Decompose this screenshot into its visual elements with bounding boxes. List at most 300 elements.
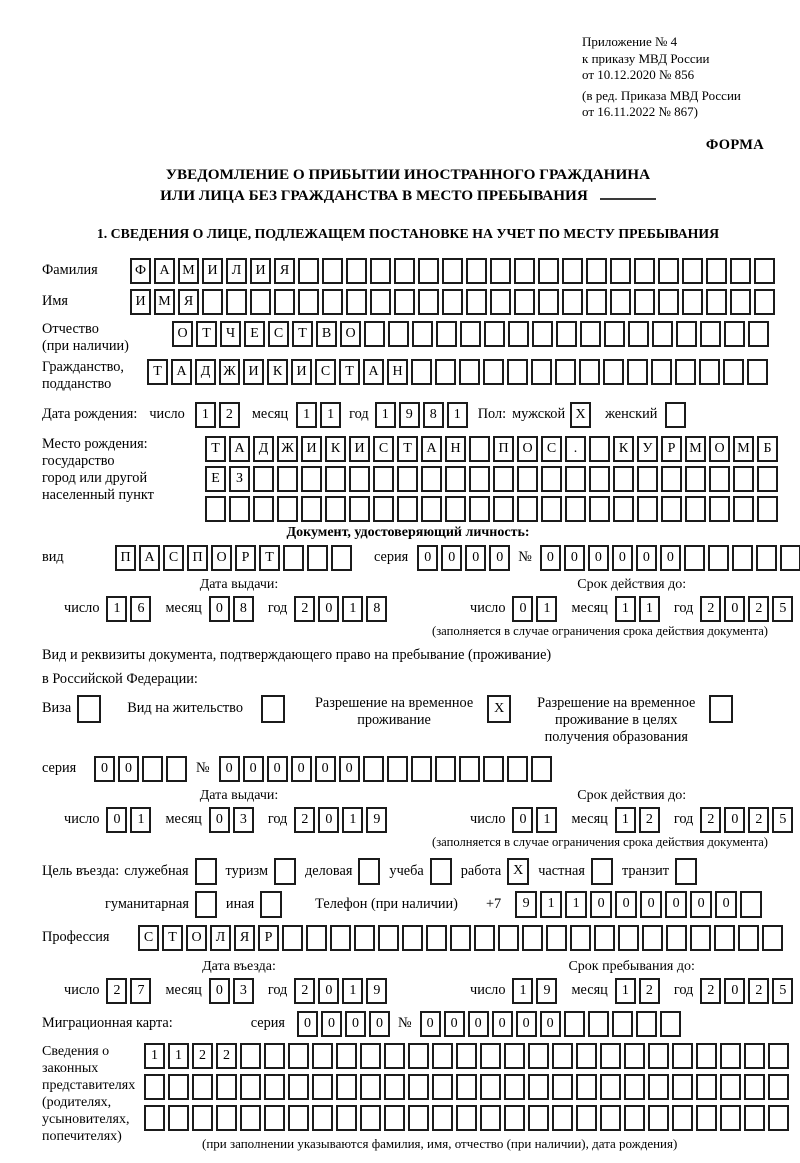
char-cell[interactable] — [504, 1074, 525, 1100]
char-cell[interactable]: А — [229, 436, 250, 462]
char-cell[interactable] — [700, 321, 721, 347]
char-cell[interactable]: И — [349, 436, 370, 462]
char-cell[interactable]: 2 — [219, 402, 240, 428]
char-cell[interactable]: К — [613, 436, 634, 462]
char-cell[interactable]: 1 — [536, 596, 557, 622]
char-cell[interactable] — [724, 321, 745, 347]
char-cell[interactable] — [460, 321, 481, 347]
char-cell[interactable] — [450, 925, 471, 951]
char-cell[interactable]: 1 — [615, 596, 636, 622]
char-cell[interactable] — [624, 1043, 645, 1069]
char-cell[interactable] — [556, 321, 577, 347]
char-cell[interactable] — [517, 496, 538, 522]
char-cell[interactable]: 2 — [294, 807, 315, 833]
char-cell[interactable] — [589, 496, 610, 522]
char-cell[interactable] — [459, 756, 480, 782]
char-cell[interactable]: . — [565, 436, 586, 462]
char-cell[interactable] — [754, 258, 775, 284]
char-cell[interactable]: С — [163, 545, 184, 571]
char-cell[interactable]: 0 — [540, 1011, 561, 1037]
char-cell[interactable]: X — [487, 695, 511, 723]
char-cell[interactable] — [402, 925, 423, 951]
char-cell[interactable] — [709, 466, 730, 492]
char-cell[interactable]: 0 — [540, 545, 561, 571]
char-cell[interactable] — [349, 496, 370, 522]
char-cell[interactable] — [642, 925, 663, 951]
char-cell[interactable]: 3 — [233, 807, 254, 833]
char-cell[interactable] — [723, 359, 744, 385]
char-cell[interactable] — [579, 359, 600, 385]
char-cell[interactable] — [288, 1074, 309, 1100]
char-cell[interactable]: 0 — [715, 891, 737, 918]
char-cell[interactable] — [531, 756, 552, 782]
char-cell[interactable]: С — [315, 359, 336, 385]
char-cell[interactable]: 2 — [192, 1043, 213, 1069]
char-cell[interactable]: А — [171, 359, 192, 385]
char-cell[interactable] — [408, 1105, 429, 1131]
char-cell[interactable]: 2 — [294, 978, 315, 1004]
char-cell[interactable] — [696, 1105, 717, 1131]
char-cell[interactable] — [591, 858, 613, 885]
char-cell[interactable] — [672, 1074, 693, 1100]
char-cell[interactable] — [514, 258, 535, 284]
char-cell[interactable] — [651, 359, 672, 385]
char-cell[interactable] — [576, 1043, 597, 1069]
char-cell[interactable]: 2 — [748, 807, 769, 833]
char-cell[interactable] — [432, 1043, 453, 1069]
char-cell[interactable] — [260, 891, 282, 918]
char-cell[interactable] — [349, 466, 370, 492]
char-cell[interactable]: 1 — [512, 978, 533, 1004]
char-cell[interactable] — [613, 466, 634, 492]
char-cell[interactable] — [600, 1074, 621, 1100]
char-cell[interactable] — [768, 1105, 789, 1131]
char-cell[interactable]: О — [517, 436, 538, 462]
char-cell[interactable] — [666, 925, 687, 951]
char-cell[interactable] — [430, 858, 452, 885]
char-cell[interactable] — [274, 289, 295, 315]
char-cell[interactable]: О — [186, 925, 207, 951]
char-cell[interactable]: 5 — [772, 807, 793, 833]
char-cell[interactable]: X — [570, 402, 591, 428]
char-cell[interactable]: 0 — [516, 1011, 537, 1037]
char-cell[interactable] — [483, 756, 504, 782]
char-cell[interactable]: С — [541, 436, 562, 462]
char-cell[interactable] — [672, 1105, 693, 1131]
char-cell[interactable] — [747, 359, 768, 385]
char-cell[interactable] — [426, 925, 447, 951]
char-cell[interactable]: 0 — [106, 807, 127, 833]
char-cell[interactable] — [507, 359, 528, 385]
char-cell[interactable] — [682, 289, 703, 315]
char-cell[interactable] — [469, 436, 490, 462]
char-cell[interactable] — [732, 545, 753, 571]
char-cell[interactable] — [720, 1043, 741, 1069]
char-cell[interactable] — [699, 359, 720, 385]
char-cell[interactable] — [780, 545, 800, 571]
char-cell[interactable] — [229, 496, 250, 522]
char-cell[interactable] — [312, 1074, 333, 1100]
char-cell[interactable] — [730, 258, 751, 284]
char-cell[interactable] — [517, 466, 538, 492]
char-cell[interactable] — [216, 1105, 237, 1131]
char-cell[interactable]: 0 — [318, 596, 339, 622]
char-cell[interactable] — [636, 1011, 657, 1037]
char-cell[interactable] — [600, 1105, 621, 1131]
char-cell[interactable] — [274, 858, 296, 885]
char-cell[interactable] — [436, 321, 457, 347]
char-cell[interactable]: Ж — [277, 436, 298, 462]
char-cell[interactable] — [466, 258, 487, 284]
char-cell[interactable] — [586, 289, 607, 315]
char-cell[interactable]: 0 — [209, 596, 230, 622]
char-cell[interactable]: Д — [253, 436, 274, 462]
char-cell[interactable] — [144, 1074, 165, 1100]
char-cell[interactable] — [612, 1011, 633, 1037]
char-cell[interactable]: 0 — [665, 891, 687, 918]
char-cell[interactable] — [658, 289, 679, 315]
char-cell[interactable]: 1 — [447, 402, 468, 428]
char-cell[interactable] — [301, 466, 322, 492]
char-cell[interactable] — [508, 321, 529, 347]
char-cell[interactable]: 2 — [639, 978, 660, 1004]
char-cell[interactable] — [264, 1105, 285, 1131]
char-cell[interactable] — [757, 466, 778, 492]
char-cell[interactable] — [168, 1074, 189, 1100]
char-cell[interactable]: Р — [258, 925, 279, 951]
char-cell[interactable] — [720, 1105, 741, 1131]
char-cell[interactable]: 1 — [565, 891, 587, 918]
char-cell[interactable] — [331, 545, 352, 571]
char-cell[interactable] — [676, 321, 697, 347]
char-cell[interactable] — [192, 1105, 213, 1131]
char-cell[interactable]: 0 — [291, 756, 312, 782]
char-cell[interactable] — [675, 359, 696, 385]
char-cell[interactable] — [546, 925, 567, 951]
char-cell[interactable]: 0 — [417, 545, 438, 571]
char-cell[interactable]: 0 — [345, 1011, 366, 1037]
char-cell[interactable] — [397, 496, 418, 522]
char-cell[interactable] — [570, 925, 591, 951]
char-cell[interactable] — [634, 258, 655, 284]
char-cell[interactable] — [493, 496, 514, 522]
char-cell[interactable]: 0 — [94, 756, 115, 782]
char-cell[interactable]: 7 — [130, 978, 151, 1004]
char-cell[interactable]: Ж — [219, 359, 240, 385]
char-cell[interactable] — [756, 545, 777, 571]
char-cell[interactable] — [757, 496, 778, 522]
char-cell[interactable] — [541, 496, 562, 522]
char-cell[interactable] — [541, 466, 562, 492]
char-cell[interactable]: 2 — [106, 978, 127, 1004]
char-cell[interactable]: 0 — [369, 1011, 390, 1037]
char-cell[interactable]: Р — [235, 545, 256, 571]
char-cell[interactable] — [445, 496, 466, 522]
char-cell[interactable]: 5 — [772, 596, 793, 622]
char-cell[interactable]: 0 — [512, 596, 533, 622]
char-cell[interactable] — [322, 258, 343, 284]
char-cell[interactable] — [312, 1105, 333, 1131]
char-cell[interactable]: П — [187, 545, 208, 571]
char-cell[interactable]: 0 — [724, 978, 745, 1004]
char-cell[interactable] — [435, 359, 456, 385]
char-cell[interactable] — [346, 289, 367, 315]
char-cell[interactable] — [696, 1074, 717, 1100]
char-cell[interactable]: Л — [210, 925, 231, 951]
char-cell[interactable]: 9 — [399, 402, 420, 428]
char-cell[interactable] — [660, 1011, 681, 1037]
char-cell[interactable]: 1 — [168, 1043, 189, 1069]
char-cell[interactable] — [588, 1011, 609, 1037]
char-cell[interactable] — [456, 1105, 477, 1131]
char-cell[interactable] — [665, 402, 686, 428]
char-cell[interactable] — [330, 925, 351, 951]
char-cell[interactable]: 2 — [700, 807, 721, 833]
char-cell[interactable] — [363, 756, 384, 782]
char-cell[interactable] — [565, 466, 586, 492]
char-cell[interactable]: 2 — [700, 978, 721, 1004]
char-cell[interactable]: 0 — [321, 1011, 342, 1037]
char-cell[interactable] — [418, 289, 439, 315]
char-cell[interactable] — [648, 1074, 669, 1100]
char-cell[interactable]: Е — [205, 466, 226, 492]
char-cell[interactable] — [562, 289, 583, 315]
char-cell[interactable] — [336, 1043, 357, 1069]
char-cell[interactable] — [325, 466, 346, 492]
char-cell[interactable] — [696, 1043, 717, 1069]
char-cell[interactable] — [586, 258, 607, 284]
char-cell[interactable] — [552, 1074, 573, 1100]
char-cell[interactable]: В — [316, 321, 337, 347]
char-cell[interactable]: X — [507, 858, 529, 885]
char-cell[interactable]: 8 — [233, 596, 254, 622]
char-cell[interactable] — [552, 1105, 573, 1131]
char-cell[interactable] — [166, 756, 187, 782]
char-cell[interactable]: 0 — [444, 1011, 465, 1037]
char-cell[interactable]: 0 — [489, 545, 510, 571]
char-cell[interactable]: И — [301, 436, 322, 462]
char-cell[interactable] — [675, 858, 697, 885]
char-cell[interactable] — [733, 466, 754, 492]
char-cell[interactable]: Ф — [130, 258, 151, 284]
char-cell[interactable]: И — [250, 258, 271, 284]
char-cell[interactable]: 1 — [130, 807, 151, 833]
char-cell[interactable]: 0 — [724, 596, 745, 622]
char-cell[interactable] — [720, 1074, 741, 1100]
char-cell[interactable] — [483, 359, 504, 385]
char-cell[interactable] — [685, 496, 706, 522]
char-cell[interactable]: Б — [757, 436, 778, 462]
char-cell[interactable] — [411, 756, 432, 782]
char-cell[interactable] — [748, 321, 769, 347]
char-cell[interactable] — [504, 1043, 525, 1069]
char-cell[interactable]: 0 — [209, 807, 230, 833]
char-cell[interactable] — [562, 258, 583, 284]
char-cell[interactable] — [661, 466, 682, 492]
char-cell[interactable]: 1 — [540, 891, 562, 918]
char-cell[interactable] — [298, 289, 319, 315]
char-cell[interactable]: 0 — [339, 756, 360, 782]
char-cell[interactable] — [384, 1043, 405, 1069]
char-cell[interactable]: 0 — [318, 807, 339, 833]
char-cell[interactable] — [706, 289, 727, 315]
char-cell[interactable] — [490, 289, 511, 315]
char-cell[interactable] — [576, 1074, 597, 1100]
char-cell[interactable]: М — [178, 258, 199, 284]
char-cell[interactable] — [580, 321, 601, 347]
char-cell[interactable] — [610, 258, 631, 284]
char-cell[interactable] — [594, 925, 615, 951]
char-cell[interactable] — [77, 695, 101, 723]
char-cell[interactable] — [565, 496, 586, 522]
char-cell[interactable] — [360, 1074, 381, 1100]
char-cell[interactable]: У — [637, 436, 658, 462]
char-cell[interactable]: 1 — [342, 807, 363, 833]
char-cell[interactable] — [610, 289, 631, 315]
char-cell[interactable]: 0 — [612, 545, 633, 571]
char-cell[interactable] — [253, 496, 274, 522]
char-cell[interactable]: 1 — [144, 1043, 165, 1069]
char-cell[interactable] — [744, 1043, 765, 1069]
char-cell[interactable]: Н — [445, 436, 466, 462]
char-cell[interactable] — [469, 496, 490, 522]
char-cell[interactable]: 3 — [233, 978, 254, 1004]
char-cell[interactable] — [672, 1043, 693, 1069]
char-cell[interactable]: И — [202, 258, 223, 284]
char-cell[interactable] — [373, 496, 394, 522]
char-cell[interactable]: 2 — [748, 596, 769, 622]
char-cell[interactable] — [192, 1074, 213, 1100]
char-cell[interactable]: 2 — [748, 978, 769, 1004]
char-cell[interactable] — [142, 756, 163, 782]
char-cell[interactable] — [336, 1074, 357, 1100]
char-cell[interactable]: С — [268, 321, 289, 347]
char-cell[interactable]: Ч — [220, 321, 241, 347]
char-cell[interactable]: Д — [195, 359, 216, 385]
char-cell[interactable] — [312, 1043, 333, 1069]
char-cell[interactable]: 1 — [615, 807, 636, 833]
char-cell[interactable]: 2 — [294, 596, 315, 622]
char-cell[interactable]: 1 — [342, 596, 363, 622]
char-cell[interactable]: 5 — [772, 978, 793, 1004]
char-cell[interactable] — [226, 289, 247, 315]
char-cell[interactable]: Н — [387, 359, 408, 385]
char-cell[interactable] — [394, 289, 415, 315]
char-cell[interactable]: 1 — [639, 596, 660, 622]
char-cell[interactable]: 1 — [195, 402, 216, 428]
char-cell[interactable] — [370, 258, 391, 284]
char-cell[interactable] — [528, 1105, 549, 1131]
char-cell[interactable]: 9 — [536, 978, 557, 1004]
char-cell[interactable] — [459, 359, 480, 385]
char-cell[interactable]: 1 — [375, 402, 396, 428]
char-cell[interactable] — [708, 545, 729, 571]
char-cell[interactable] — [168, 1105, 189, 1131]
char-cell[interactable]: 2 — [700, 596, 721, 622]
char-cell[interactable]: 0 — [420, 1011, 441, 1037]
char-cell[interactable]: 0 — [315, 756, 336, 782]
char-cell[interactable] — [240, 1074, 261, 1100]
char-cell[interactable] — [216, 1074, 237, 1100]
char-cell[interactable]: Т — [205, 436, 226, 462]
char-cell[interactable]: М — [685, 436, 706, 462]
char-cell[interactable] — [387, 756, 408, 782]
char-cell[interactable] — [360, 1105, 381, 1131]
char-cell[interactable] — [442, 289, 463, 315]
char-cell[interactable] — [768, 1043, 789, 1069]
char-cell[interactable]: К — [267, 359, 288, 385]
char-cell[interactable] — [283, 545, 304, 571]
char-cell[interactable]: 0 — [615, 891, 637, 918]
char-cell[interactable] — [408, 1074, 429, 1100]
char-cell[interactable]: 0 — [118, 756, 139, 782]
char-cell[interactable]: 1 — [296, 402, 317, 428]
char-cell[interactable] — [432, 1105, 453, 1131]
char-cell[interactable] — [528, 1043, 549, 1069]
char-cell[interactable] — [456, 1043, 477, 1069]
char-cell[interactable] — [480, 1105, 501, 1131]
char-cell[interactable] — [378, 925, 399, 951]
char-cell[interactable] — [768, 1074, 789, 1100]
char-cell[interactable] — [507, 756, 528, 782]
char-cell[interactable]: Я — [274, 258, 295, 284]
char-cell[interactable]: О — [340, 321, 361, 347]
char-cell[interactable] — [370, 289, 391, 315]
char-cell[interactable] — [195, 858, 217, 885]
char-cell[interactable] — [490, 258, 511, 284]
char-cell[interactable] — [648, 1105, 669, 1131]
char-cell[interactable] — [684, 545, 705, 571]
char-cell[interactable] — [384, 1074, 405, 1100]
char-cell[interactable] — [658, 258, 679, 284]
char-cell[interactable] — [480, 1043, 501, 1069]
char-cell[interactable] — [685, 466, 706, 492]
char-cell[interactable] — [744, 1105, 765, 1131]
char-cell[interactable] — [714, 925, 735, 951]
char-cell[interactable] — [412, 321, 433, 347]
char-cell[interactable]: О — [709, 436, 730, 462]
char-cell[interactable] — [384, 1105, 405, 1131]
char-cell[interactable] — [240, 1105, 261, 1131]
char-cell[interactable] — [738, 925, 759, 951]
char-cell[interactable] — [637, 496, 658, 522]
char-cell[interactable] — [504, 1105, 525, 1131]
char-cell[interactable] — [388, 321, 409, 347]
char-cell[interactable]: 1 — [320, 402, 341, 428]
char-cell[interactable]: А — [363, 359, 384, 385]
char-cell[interactable]: 8 — [423, 402, 444, 428]
char-cell[interactable]: 0 — [640, 891, 662, 918]
char-cell[interactable] — [733, 496, 754, 522]
char-cell[interactable]: З — [229, 466, 250, 492]
char-cell[interactable] — [624, 1074, 645, 1100]
char-cell[interactable] — [627, 359, 648, 385]
char-cell[interactable] — [709, 695, 733, 723]
char-cell[interactable] — [306, 925, 327, 951]
char-cell[interactable] — [336, 1105, 357, 1131]
char-cell[interactable]: А — [421, 436, 442, 462]
char-cell[interactable]: Р — [661, 436, 682, 462]
char-cell[interactable] — [261, 695, 285, 723]
char-cell[interactable]: 0 — [660, 545, 681, 571]
char-cell[interactable] — [589, 466, 610, 492]
char-cell[interactable] — [442, 258, 463, 284]
char-cell[interactable]: 0 — [267, 756, 288, 782]
char-cell[interactable] — [358, 858, 380, 885]
char-cell[interactable]: 0 — [209, 978, 230, 1004]
char-cell[interactable] — [282, 925, 303, 951]
char-cell[interactable]: А — [154, 258, 175, 284]
